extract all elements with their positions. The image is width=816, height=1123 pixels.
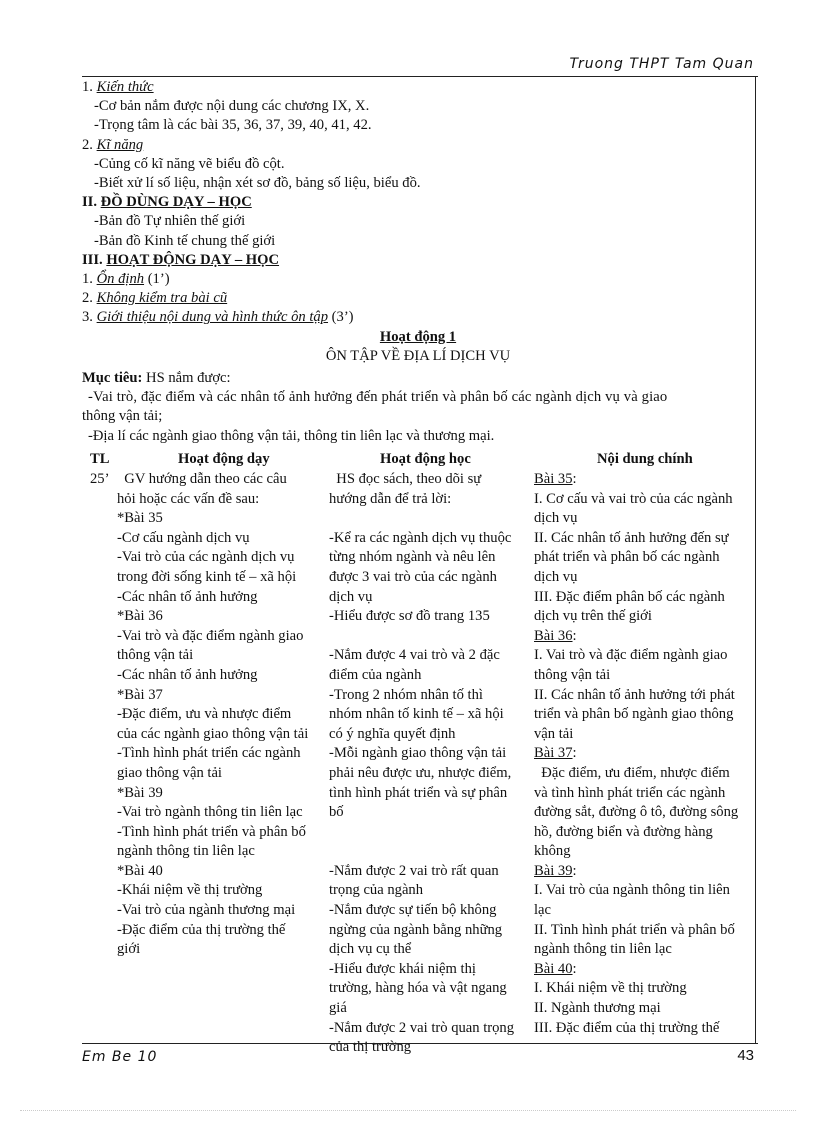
content-text: : xyxy=(572,960,577,977)
content-line xyxy=(534,627,756,647)
content-text: vận tải xyxy=(534,725,574,742)
lesson-body xyxy=(82,78,754,446)
learning-line: giá xyxy=(329,1000,347,1017)
content-text: : xyxy=(572,745,577,762)
learning-line: -Hiểu được khái niệm thị xyxy=(329,960,476,977)
section-ii-heading: II. ĐỒ DÙNG DẠY – HỌC xyxy=(82,194,252,211)
content-line xyxy=(534,960,756,980)
content-line xyxy=(534,725,756,745)
learning-line: phải nêu được ưu, nhược điểm, xyxy=(329,764,512,781)
teaching-line: giao thông vận tải xyxy=(117,764,222,781)
goal-line-2: -Địa lí các ngành giao thông vận tải, thông tin liên lạc và thương mại. xyxy=(88,427,495,444)
step-3: 3. Giới thiệu nội dung và hình thức ôn tập (3’) xyxy=(82,309,354,326)
teaching-line: GV hướng dẫn theo các câu xyxy=(117,471,287,487)
teaching-line: -Các nhân tố ảnh hưởng xyxy=(117,588,258,605)
lesson-ref: Bài 36 xyxy=(534,627,573,644)
teaching-line: giới xyxy=(117,941,141,958)
content-text: dịch vụ trên thế giới xyxy=(534,608,652,625)
content-line xyxy=(534,979,756,999)
content-line xyxy=(534,940,756,960)
teaching-line: *Bài 36 xyxy=(117,608,163,625)
content-line xyxy=(534,881,756,901)
content-line xyxy=(534,1019,756,1039)
content-line xyxy=(534,842,756,862)
knowledge-line-1: -Cơ bản nắm được nội dung các chương IX, X. xyxy=(94,98,370,115)
learning-line: -Mỗi ngành giao thông vận tải xyxy=(329,745,507,762)
content-text: lạc xyxy=(534,902,552,919)
learning-line: -Nắm được 4 vai trò và 2 đặc xyxy=(329,647,500,664)
teaching-line: *Bài 35 xyxy=(117,510,163,527)
step-2: 2. Không kiểm tra bài cũ xyxy=(82,290,228,307)
learning-line: dịch vụ xyxy=(329,588,373,605)
skills-heading: 2. Kĩ năng xyxy=(82,136,144,153)
learning-line: ngừng của ngành bằng những xyxy=(329,921,503,938)
content-text: II. Các nhân tố ảnh hưởng tới phát xyxy=(534,686,735,703)
teaching-line: -Vai trò của các ngành dịch vụ xyxy=(117,549,295,566)
learning-line: -Nắm được 2 vai trò rất quan xyxy=(329,862,499,879)
content-text: dịch vụ xyxy=(534,568,578,585)
teaching-line: -Vai trò và đặc điểm ngành giao xyxy=(117,627,304,644)
content-text: dịch vụ xyxy=(534,510,578,527)
content-text: I. Vai trò và đặc điểm ngành giao xyxy=(534,647,728,664)
footer-rule xyxy=(82,1043,758,1044)
learning-line: -Nắm được sự tiến bộ không xyxy=(329,902,497,919)
learning-line: -Nắm được 2 vai trò quan trọng xyxy=(329,1019,515,1036)
content-text: triển và phân bố ngành giao thông xyxy=(534,706,734,723)
learning-line xyxy=(329,627,529,647)
content-text: Đặc điểm, ưu điểm, nhược điểm xyxy=(534,764,730,781)
teaching-line: ngành thông tin liên lạc xyxy=(117,843,255,860)
content-text: I. Khái niệm về thị trường xyxy=(534,980,687,997)
content-text: ngành thông tin liên lạc xyxy=(534,941,672,958)
materials-line-2: -Bản đồ Kinh tế chung thế giới xyxy=(94,232,276,249)
goal-heading: Mục tiêu: HS nắm được: xyxy=(82,370,231,387)
skills-line-1: -Củng cố kĩ năng vẽ biểu đồ cột. xyxy=(94,155,285,172)
teaching-line: -Tình hình phát triển và phân bố xyxy=(117,823,306,840)
content-line xyxy=(534,803,756,823)
learning-line: được 3 vai trò của các ngành xyxy=(329,568,497,585)
teaching-line: -Khái niệm về thị trường xyxy=(117,882,263,899)
col-header-tl: TL xyxy=(90,451,110,467)
teaching-line: -Đặc điểm của thị trường thế xyxy=(117,921,286,938)
activity-title: Hoạt động 1 xyxy=(379,328,457,345)
col-header-learning: Hoạt động học xyxy=(380,451,471,467)
teaching-line: -Cơ cấu ngành dịch vụ xyxy=(117,529,250,546)
content-line xyxy=(534,784,756,804)
learning-line xyxy=(329,823,529,843)
teaching-line: -Tình hình phát triển các ngành xyxy=(117,745,301,762)
goal-line-1b: thông vận tải; xyxy=(82,408,163,425)
learning-line xyxy=(329,509,529,529)
learning-line: của thị trường xyxy=(329,1039,412,1056)
page-edge-dotted xyxy=(20,1110,796,1111)
teaching-line: -Vai trò ngành thông tin liên lạc xyxy=(117,804,303,821)
content-line xyxy=(534,686,756,706)
teaching-line: *Bài 39 xyxy=(117,784,163,801)
content-text: phát triển và phân bố các ngành xyxy=(534,549,720,566)
teaching-line: -Vai trò của ngành thương mại xyxy=(117,902,296,919)
teaching-line: -Các nhân tố ảnh hưởng xyxy=(117,666,258,683)
content-line xyxy=(534,862,756,882)
content-line xyxy=(534,901,756,921)
lesson-ref: Bài 35 xyxy=(534,471,573,487)
learning-line: nhóm nhân tố kinh tế – xã hội xyxy=(329,706,504,723)
learning-line: điểm của ngành xyxy=(329,666,422,683)
content-line xyxy=(534,529,756,549)
learning-line: -Hiểu được sơ đồ trang 135 xyxy=(329,608,490,625)
content-text: II. Các nhân tố ảnh hưởng đến sự xyxy=(534,529,729,546)
learning-line: hướng dẫn để trả lời: xyxy=(329,490,452,507)
content-line xyxy=(534,705,756,725)
content-line xyxy=(534,607,756,627)
content-column xyxy=(534,470,756,1038)
content-text: đường sắt, đường ô tô, đường sông xyxy=(534,804,739,821)
materials-line-1: -Bản đồ Tự nhiên thế giới xyxy=(94,213,246,230)
content-text: II. Tình hình phát triển và phân bố xyxy=(534,921,735,938)
teaching-line: *Bài 37 xyxy=(117,686,163,703)
content-text: I. Vai trò của ngành thông tin liên xyxy=(534,882,730,899)
content-text: không xyxy=(534,843,571,860)
col-header-teaching: Hoạt động dạy xyxy=(178,451,270,467)
teaching-line: hỏi hoặc các vấn đề sau: xyxy=(117,490,260,507)
content-text: : xyxy=(572,471,577,487)
content-line xyxy=(534,921,756,941)
content-line xyxy=(534,490,756,510)
page-number: 43 xyxy=(737,1047,754,1064)
content-line xyxy=(534,999,756,1019)
teaching-line: của các ngành giao thông vận tải xyxy=(117,725,309,742)
learning-line: HS đọc sách, theo dõi sự xyxy=(329,471,482,487)
learning-line xyxy=(329,842,529,862)
teaching-line: *Bài 40 xyxy=(117,862,163,879)
learning-line: trường, hàng hóa và vật ngang xyxy=(329,980,507,997)
lesson-ref: Bài 37 xyxy=(534,745,573,762)
content-text: I. Cơ cấu và vai trò của các ngành xyxy=(534,490,733,507)
teaching-line: -Đặc điểm, ưu và nhược điểm xyxy=(117,706,292,723)
learning-line: dịch vụ cụ thể xyxy=(329,941,412,958)
content-text: : xyxy=(572,862,577,879)
content-line xyxy=(534,470,756,490)
skills-line-2: -Biết xử lí số liệu, nhận xét sơ đồ, bảng số liệu, biểu đồ. xyxy=(94,175,421,192)
learning-line: có ý nghĩa quyết định xyxy=(329,725,456,742)
learning-line: từng nhóm ngành và nêu lên xyxy=(329,549,496,566)
goal-line-1a: -Vai trò, đặc điểm và các nhân tố ảnh hưởng đến phát triển và phân bố các ngành dịch vụ và giao xyxy=(88,389,668,406)
content-line xyxy=(534,548,756,568)
col-header-content: Nội dung chính xyxy=(597,451,693,467)
step-1: 1. Ổn định (1’) xyxy=(82,271,170,288)
lesson-ref: Bài 39 xyxy=(534,862,573,879)
content-line xyxy=(534,744,756,764)
lesson-ref: Bài 40 xyxy=(534,960,573,977)
knowledge-heading: 1. Kiến thức xyxy=(82,79,154,95)
content-text: thông vận tải xyxy=(534,666,611,683)
content-line xyxy=(534,646,756,666)
learning-line: bố xyxy=(329,804,344,821)
teaching-line: thông vận tải xyxy=(117,647,194,664)
footer-label: Em Be 10 xyxy=(82,1049,158,1065)
content-line xyxy=(534,666,756,686)
learning-line: -Kể ra các ngành dịch vụ thuộc xyxy=(329,529,512,546)
knowledge-line-2: -Trọng tâm là các bài 35, 36, 37, 39, 40, 41, 42. xyxy=(94,117,372,134)
content-line xyxy=(534,509,756,529)
learning-line: tình hình phát triển và sự phân xyxy=(329,784,508,801)
content-line xyxy=(534,588,756,608)
activity-subtitle: ÔN TẬP VỀ ĐỊA LÍ DỊCH VỤ xyxy=(325,347,511,364)
content-text: hồ, đường biển và đường hàng xyxy=(534,823,713,840)
content-line xyxy=(534,568,756,588)
learning-line: -Trong 2 nhóm nhân tố thì xyxy=(329,686,483,703)
content-text: : xyxy=(572,627,577,644)
teaching-line: trong đời sống kinh tế – xã hội xyxy=(117,568,297,585)
content-line xyxy=(534,823,756,843)
content-text: II. Ngành thương mại xyxy=(534,1000,661,1017)
content-line xyxy=(534,764,756,784)
content-text: và tình hình phát triển các ngành xyxy=(534,784,726,801)
school-header: Truong THPT Tam Quan xyxy=(569,56,754,72)
time-cell: 25’ xyxy=(90,471,110,487)
section-iii-heading: III. HOẠT ĐỘNG DẠY – HỌC xyxy=(82,251,280,268)
learning-line: trọng của ngành xyxy=(329,882,424,899)
content-text: III. Đặc điểm phân bố các ngành xyxy=(534,588,725,605)
content-text: III. Đặc điểm của thị trường thế xyxy=(534,1019,720,1036)
learning-column xyxy=(329,470,529,1058)
